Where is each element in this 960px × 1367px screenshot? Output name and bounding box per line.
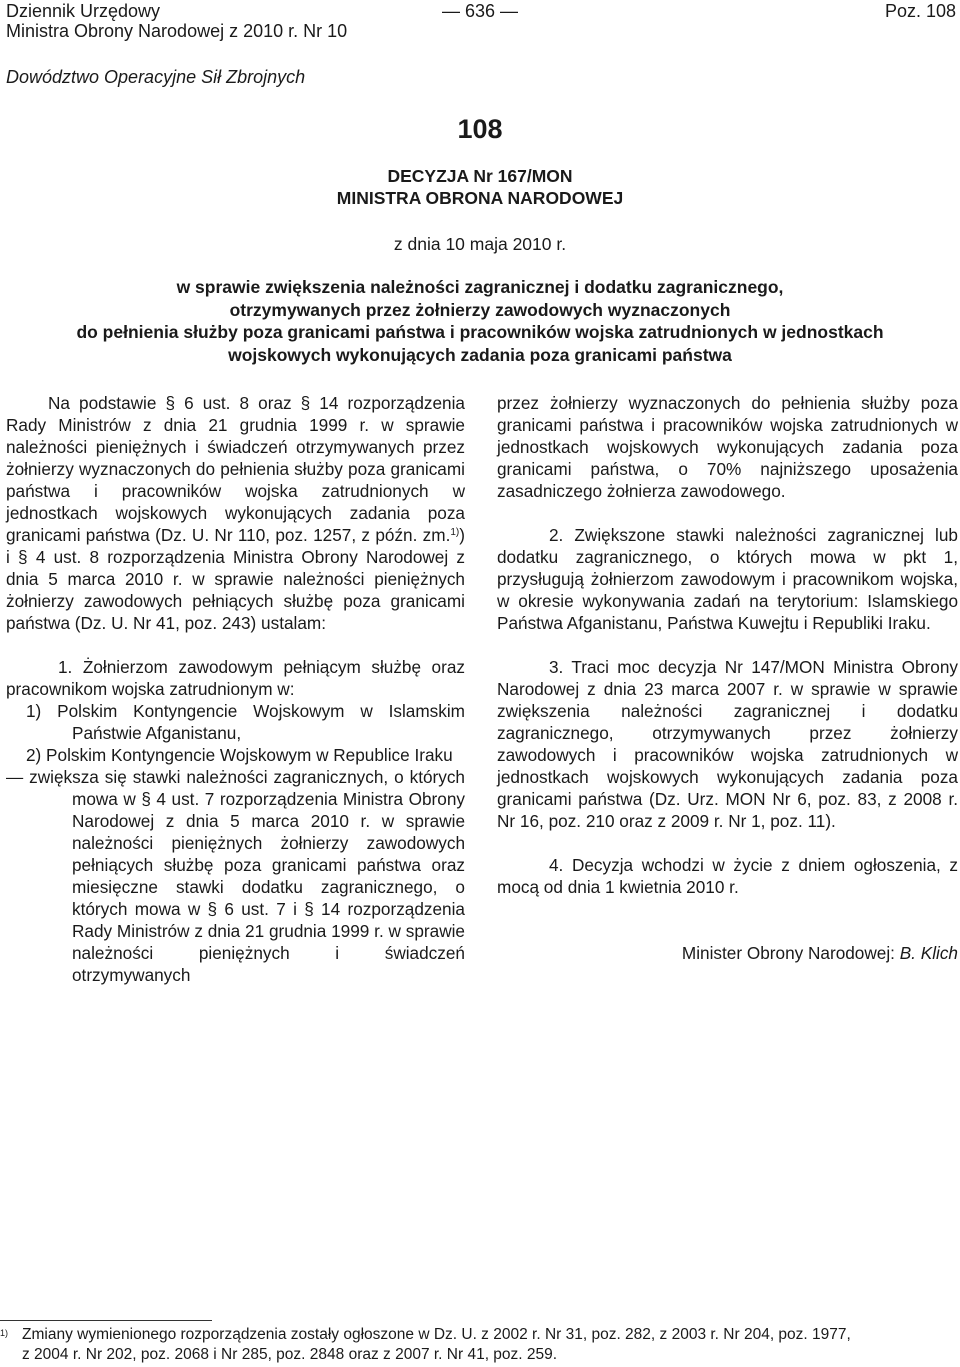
- left-column: [6, 392, 465, 986]
- footnote-divider: [0, 1320, 212, 1321]
- paragraph-3: 3. Traci moc decyzja Nr 147/MON Ministra Obrony Narodowej z dnia 23 marca 2007 r. w sprawie w sprawie zwiększenia należności zagranicznej i dodatku zagranicznego, otrzymywanych przez żołnierzy zawodowych i pracowników wojska zatrudnionych w jednostkach wojskowych wykonujących zadania poza granicami państwa (Dz. Urz. MON Nr 6, poz. 83, z 2008 r. Nr 16, poz. 210 oraz z 2009 r. Nr 1, poz. 11).: [497, 657, 958, 831]
- document-number: 108: [457, 114, 503, 144]
- dash-paragraph: — zwiększa się stawki należności zagranicznych, o których mowa w § 4 ust. 7 rozporządzenia Ministra Obrony Narodowej z dnia 5 marca 2010 r. w sprawie należności pieniężnych żołnierzy zawodowych pełniących służbę poza granicami państwa oraz miesięczne stawki dodatku zagranicznego, o których mowa w § 6 ust. 7 i § 14 rozporządzenia Rady Ministrów z dnia 21 grudnia 1999 r. w sprawie należności pieniężnych i świadczeń otrzymywanych: [6, 767, 465, 985]
- footnote-line-1: Zmiany wymienionego rozporządzenia zostały ogłoszone w Dz. U. z 2002 r. Nr 31, poz. 282, z 2003 r. Nr 204, poz. 1977,: [22, 1326, 851, 1343]
- preamble-text-a: Na podstawie § 6 ust. 8 oraz § 14 rozporządzenia Rady Ministrów z dnia 21 grudnia 1999 r. w sprawie należności pieniężnych i świadczeń otrzymywanych przez żołnierzy wyznaczonych do pełnienia służby poza granicami państwa i pracowników wojska zatrudnionych w jednostkach wojskowych wykonujących zadania poza granicami państwa (Dz. U. Nr 110, poz. 1257, z późn. zm.: [6, 393, 465, 545]
- subject-line-3: do pełnienia służby poza granicami państwa i pracowników wojska zatrudnionych w jednostkach: [76, 322, 884, 342]
- preamble-paragraph: [6, 392, 465, 634]
- subject-line-4: wojskowych wykonujących zadania poza granicami państwa: [228, 345, 732, 365]
- footnote: 1) Zmiany wymienionego rozporządzenia zostały ogłoszone w Dz. U. z 2002 r. Nr 31, poz. 282, z 2003 r. Nr 204, poz. 1977, z 2004 r. Nr 202, poz. 2068 i Nr 285, poz. 2848 oraz z 2007 r. Nr 41, poz. 259.: [0, 1325, 960, 1365]
- list-item-1: 1) Polskim Kontyngencie Wojskowym w Islamskim Państwie Afganistanu,: [26, 701, 465, 743]
- right-column: [497, 392, 958, 964]
- subject-line-1: w sprawie zwiększenia należności zagranicznej i dodatku zagranicznego,: [176, 277, 784, 297]
- signature-role: Minister Obrony Narodowej:: [681, 943, 895, 963]
- list-item-2: 2) Polskim Kontyngencie Wojskowym w Republice Iraku: [26, 745, 453, 765]
- footnote-line-2: z 2004 r. Nr 202, poz. 2068 i Nr 285, poz. 2848 oraz z 2007 r. Nr 41, poz. 259.: [22, 1346, 558, 1363]
- page-number: — 636 —: [441, 1, 519, 21]
- footnote-ref: 1): [450, 527, 460, 538]
- preamble-text-b: ) i § 4 ust. 8 rozporządzenia Ministra Obrony Narodowej z dnia 5 marca 2010 r. w sprawie należności pieniężnych żołnierzy zawodowych pełniących służbę poza granicami państwa (Dz. U. Nr 41, poz. 243) ustalam:: [6, 525, 465, 633]
- signature: [497, 942, 958, 964]
- decision-title: DECYZJA Nr 167/MON: [387, 166, 573, 186]
- decision-authority: MINISTRA OBRONA NARODOWEJ: [336, 188, 624, 208]
- paragraph-2: 2. Zwiększone stawki należności zagranicznej lub dodatku zagranicznego, o których mowa w pkt 1, przysługują żołnierzom zawodowym i pracownikom wojska, w okresie wykonywania zadań na terytorium: Islamskiego Państwa Afganistanu, Państwa Kuwejtu i Republiki Iraku.: [497, 525, 958, 633]
- continuation-paragraph: przez żołnierzy wyznaczonych do pełnienia służby poza granicami państwa i pracowników wojska zatrudnionych w jednostkach wojskowych wykonujących zadania poza granicami państwa, o 70% najniższego uposażenia zasadniczego żołnierza zawodowego.: [497, 393, 958, 501]
- subject-line-2: otrzymywanych przez żołnierzy zawodowych wyznaczonych: [229, 300, 731, 320]
- paragraph-4: 4. Decyzja wchodzi w życie z dniem ogłoszenia, z mocą od dnia 1 kwietnia 2010 r.: [497, 855, 958, 897]
- decision-date: z dnia 10 maja 2010 r.: [393, 234, 567, 254]
- signature-name: B. Klich: [899, 943, 958, 963]
- position-number: Poz. 108: [884, 1, 956, 21]
- paragraph-1: 1. Żołnierzom zawodowym pełniącym służbę oraz pracownikom wojska zatrudnionym w:: [6, 657, 465, 699]
- publisher-line: Dowództwo Operacyjne Sił Zbrojnych: [6, 67, 306, 87]
- journal-subtitle: Ministra Obrony Narodowej z 2010 r. Nr 10: [6, 21, 348, 41]
- journal-title: Dziennik Urzędowy: [6, 1, 161, 21]
